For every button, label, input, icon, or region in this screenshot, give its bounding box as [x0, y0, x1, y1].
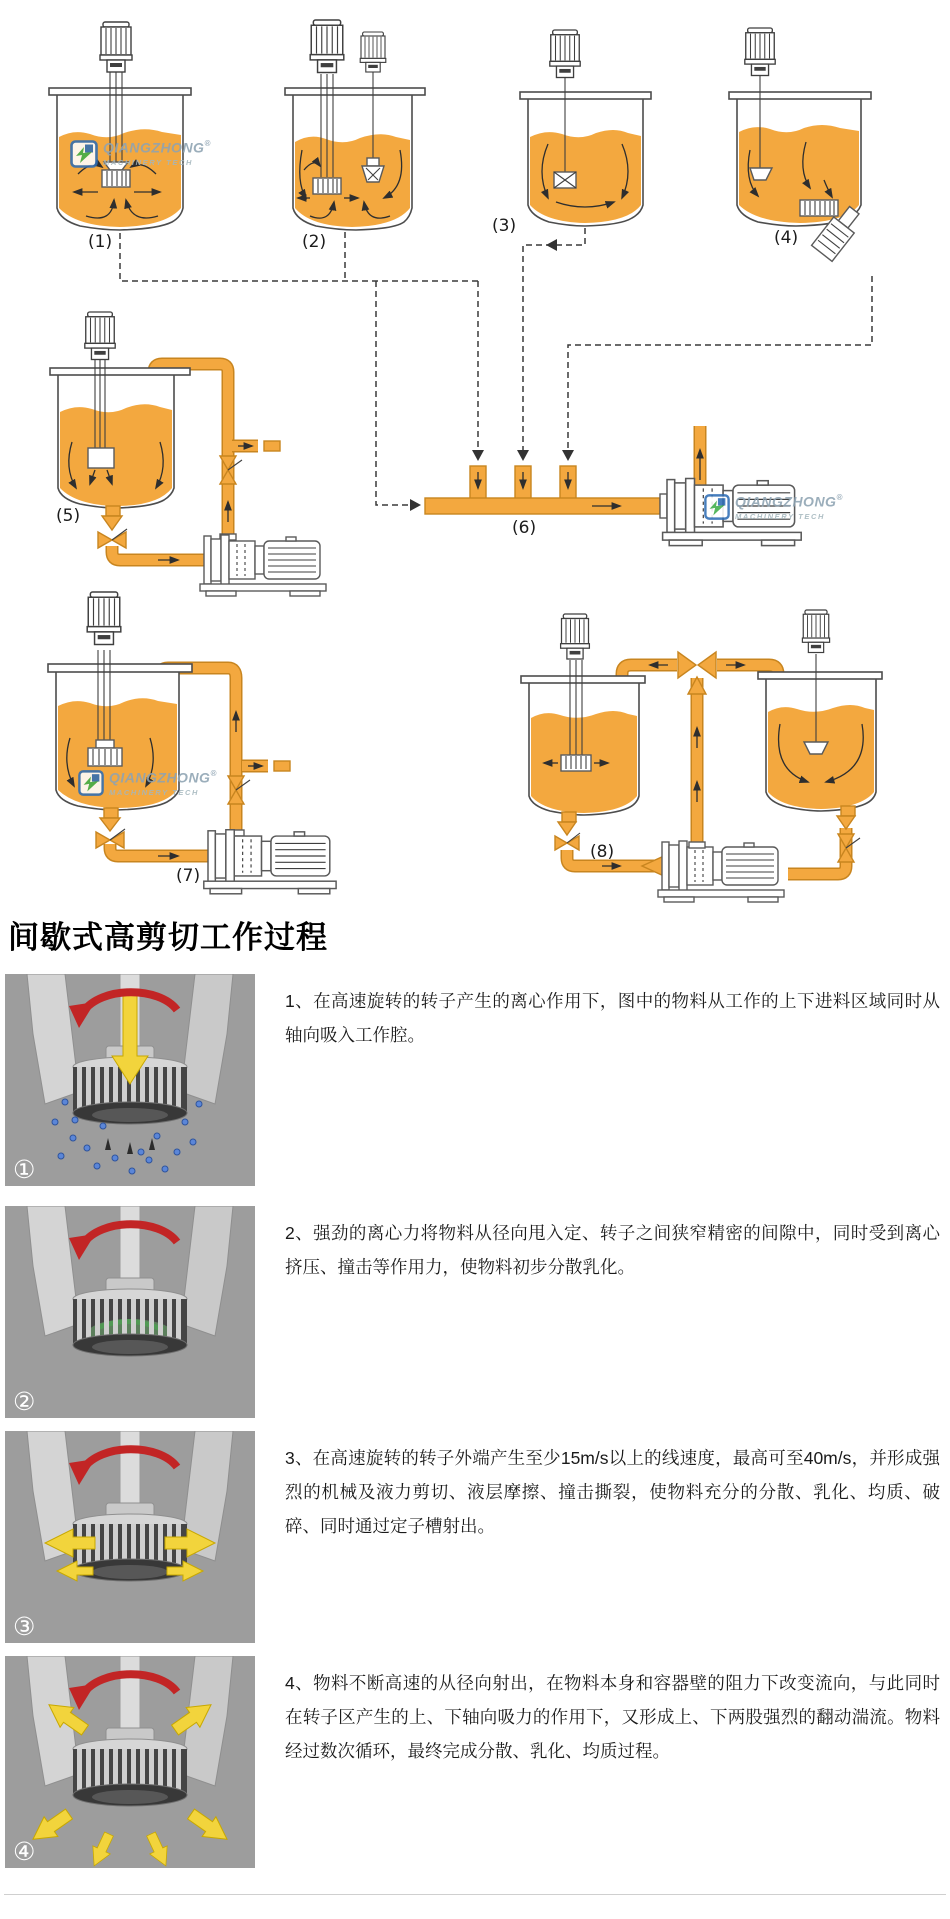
- step-row-4: [5, 1656, 945, 1868]
- diagram-label-4: (4): [774, 228, 799, 248]
- unit-5: [50, 312, 326, 596]
- step-3-badge: ③: [13, 1613, 36, 1641]
- step-row-3: [5, 1431, 945, 1643]
- section-title: 间歇式高剪切工作过程: [8, 920, 328, 955]
- tank-1: [49, 22, 191, 230]
- brand-watermark-2: QIANGZHONG® MACHINERY TECH: [704, 494, 842, 525]
- diagram-label-6: (6): [512, 518, 537, 538]
- diagram-label-1: (1): [88, 232, 113, 252]
- bottom-divider: [4, 1894, 946, 1895]
- step-4-text: 4、物料不断高速的从径向射出，在物料本身和容器壁的阻力下改变流向，与此同时在转子区产生的上、下轴向吸力的作用下，又形成上、下两股强烈的翻动湍流。物料经过数次循环，最终完成分散、乳化、均质过程。: [285, 1673, 940, 1762]
- unit-7: [48, 592, 336, 894]
- step-row-2: [5, 1206, 945, 1418]
- diagram-label-5: (5): [56, 506, 81, 526]
- step-row-1: [5, 974, 945, 1186]
- step-2-badge: ②: [13, 1388, 36, 1416]
- diagram-label-2: (2): [302, 232, 327, 252]
- unit-6: [425, 426, 801, 546]
- brand-watermark-3: QIANGZHONG® MACHINERY TECH: [78, 770, 216, 801]
- tank-2: [285, 20, 425, 230]
- step-3-text: 3、在高速旋转的转子外端产生至少15m/s以上的线速度，最高可至40m/s，并形成强烈的机械及液力剪切、液层摩擦、撞击撕裂，使物料充分的分散、乳化、均质、破碎、同时通过定子槽射出。: [285, 1448, 940, 1537]
- diagram-label-3: (3): [492, 216, 517, 236]
- step-1-text: 1、在高速旋转的转子产生的离心作用下，图中的物料从工作的上下进料区域同时从轴向吸入工作腔。: [285, 991, 940, 1046]
- step-4-image: [5, 1656, 255, 1868]
- step-2-text: 2、强劲的离心力将物料从径向甩入定、转子之间狭窄精密的间隙中，同时受到离心挤压、撞击等作用力，使物料初步分散乳化。: [285, 1223, 940, 1278]
- brand-logo-icon: [70, 140, 98, 173]
- brand-watermark-1: QIANGZHONG® MACHINERY TECH: [70, 140, 210, 173]
- step-4-badge: ④: [13, 1838, 36, 1866]
- unit-8: [521, 610, 882, 902]
- brand-logo-icon: [704, 494, 730, 525]
- tank-4: [729, 28, 871, 261]
- step-2-image: [5, 1206, 255, 1418]
- diagram-label-7: (7): [176, 866, 201, 886]
- diagram-label-8: (8): [590, 842, 615, 862]
- brand-logo-icon: [78, 770, 104, 801]
- step-1-badge: ①: [13, 1156, 36, 1184]
- tank-3: [520, 30, 651, 226]
- step-3-image: [5, 1431, 255, 1643]
- step-1-image: [5, 974, 255, 1186]
